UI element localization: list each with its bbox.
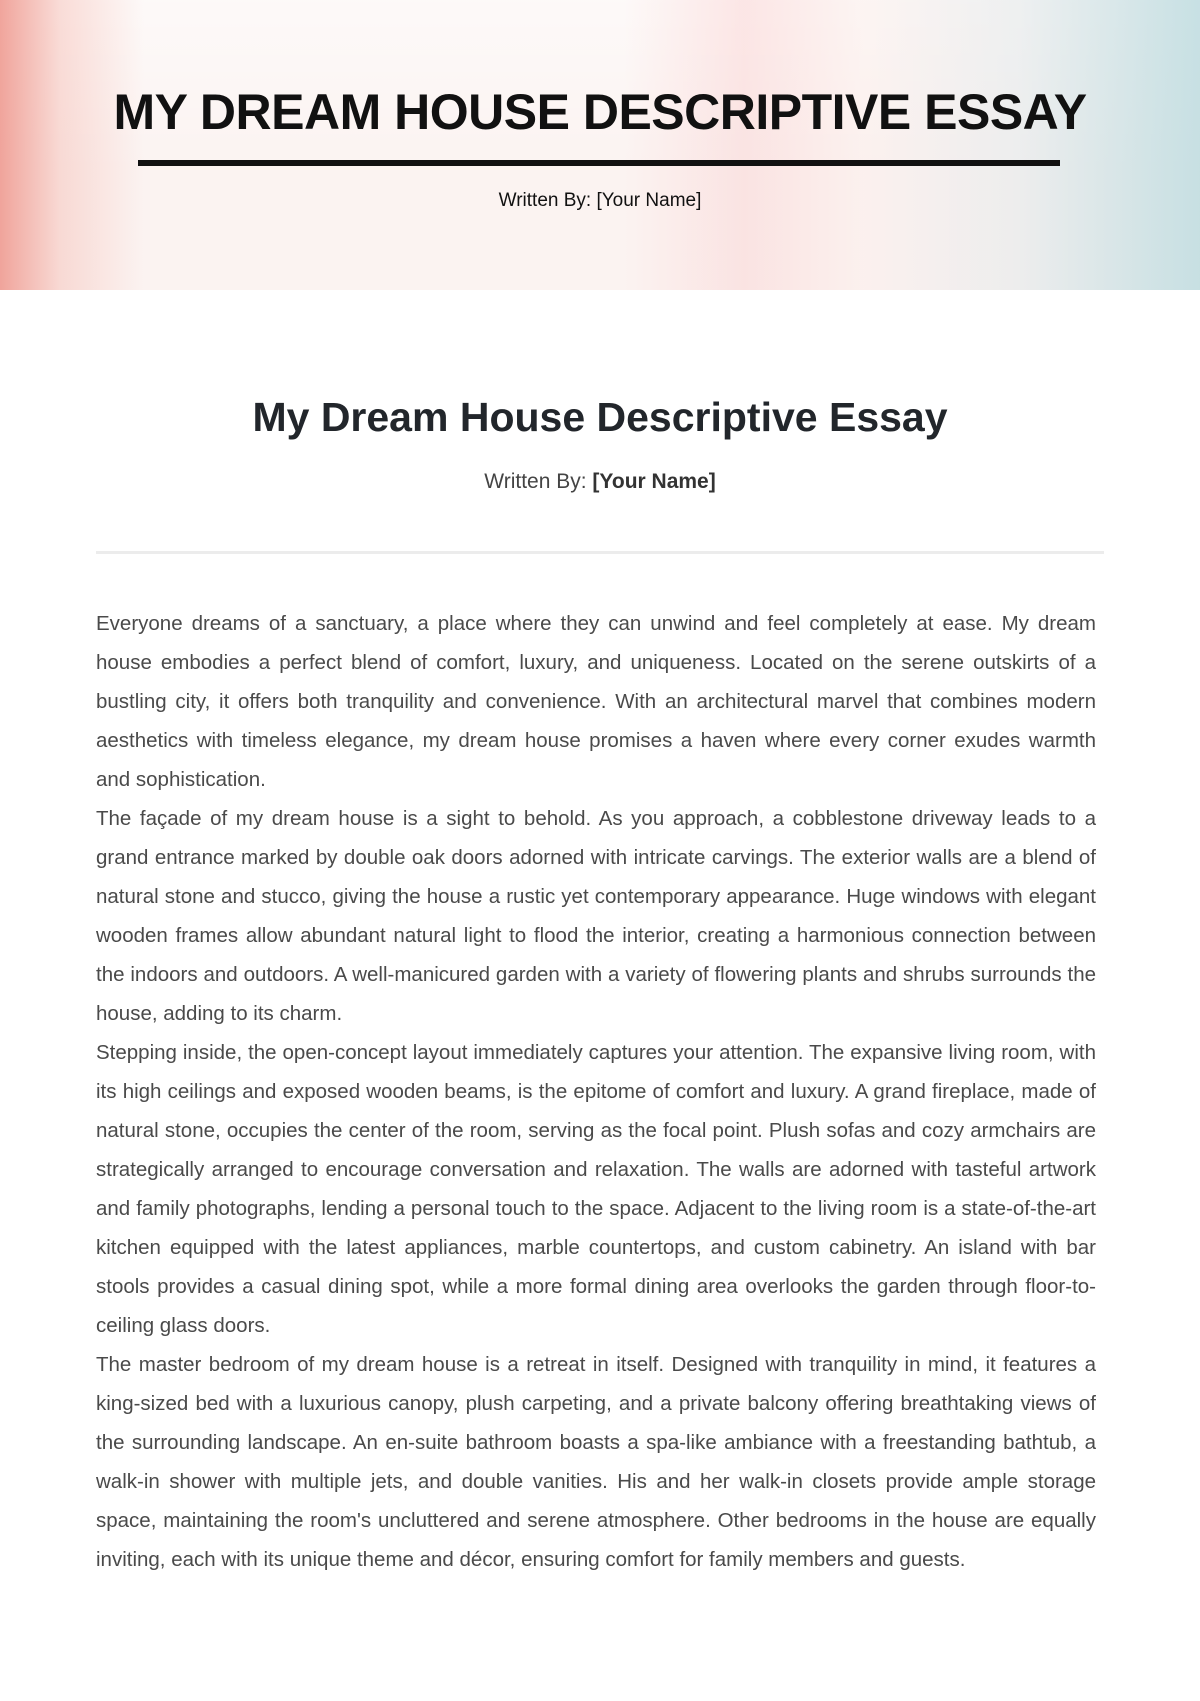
essay-paragraph: Everyone dreams of a sanctuary, a place where they can unwind and feel completely at ease. My dream house embodies a perfect blend of comfort, luxury, and uniqueness. Located on the serene outskirts of a bustling city, it offers both tranquility and convenience. With an architectural marvel that combines modern aesthetics with timeless elegance, my dream house promises a haven where every corner exudes warmth and sophistication. bbox=[96, 612, 1096, 791]
header-banner bbox=[0, 0, 1200, 290]
banner-divider bbox=[138, 160, 1060, 166]
section-divider bbox=[96, 551, 1104, 554]
essay-paragraph: Stepping inside, the open-concept layout immediately captures your attention. The expansive living room, with its high ceilings and exposed wooden beams, is the epitome of comfort and luxury. A grand fireplace, made of natural stone, occupies the center of the room, serving as the focal point. Plush sofas and cozy armchairs are strategically arranged to encourage conversation and relaxation. The walls are adorned with tasteful artwork and family photographs, lending a personal touch to the space. Adjacent to the living room is a state-of-the-art kitchen equipped with the latest appliances, marble countertops, and custom cabinetry. An island with bar stools provides a casual dining spot, while a more formal dining area overlooks the garden through floor-to-ceiling glass doors. bbox=[96, 1041, 1096, 1337]
author-byline bbox=[0, 470, 1200, 494]
byline-label: Written By: bbox=[484, 470, 587, 493]
essay-paragraph: The master bedroom of my dream house is a retreat in itself. Designed with tranquility in mind, it features a king-sized bed with a luxurious canopy, plush carpeting, and a private balcony offering breathtaking views of the surrounding landscape. An en-suite bathroom boasts a spa-like ambiance with a freestanding bathtub, a walk-in shower with multiple jets, and double vanities. His and her walk-in closets provide ample storage space, maintaining the room's uncluttered and serene atmosphere. Other bedrooms in the house are equally inviting, each with its unique theme and décor, ensuring comfort for family members and guests. bbox=[96, 1353, 1096, 1571]
banner-byline: Written By: [Your Name] bbox=[498, 190, 702, 211]
essay-body bbox=[96, 604, 1096, 1579]
essay-paragraph: The façade of my dream house is a sight to behold. As you approach, a cobblestone driveway leads to a grand entrance marked by double oak doors adorned with intricate carvings. The exterior walls are a blend of natural stone and stucco, giving the house a rustic yet contemporary appearance. Huge windows with elegant wooden frames allow abundant natural light to flood the interior, creating a harmonious connection between the indoors and outdoors. A well-manicured garden with a variety of flowering plants and shrubs surrounds the house, adding to its charm. bbox=[96, 807, 1096, 1025]
page-title: My Dream House Descriptive Essay bbox=[252, 394, 948, 440]
banner-title: MY DREAM HOUSE DESCRIPTIVE ESSAY bbox=[113, 84, 1087, 140]
author-name: [Your Name] bbox=[592, 470, 716, 493]
